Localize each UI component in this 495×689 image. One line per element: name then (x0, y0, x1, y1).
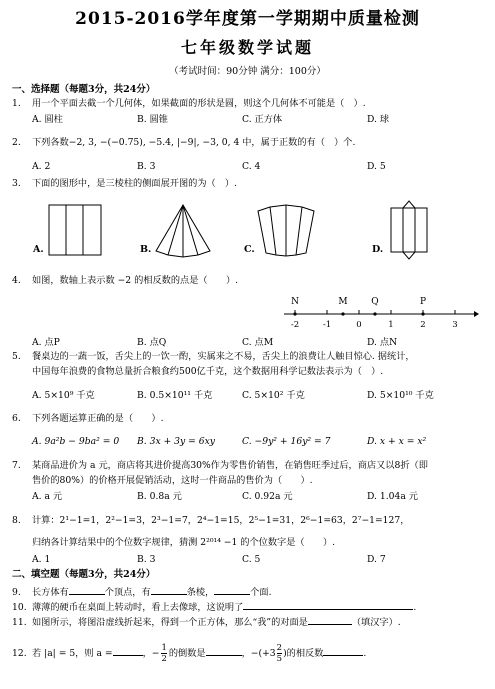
option-b[interactable]: B. 3x + 3y = 6xy (137, 436, 215, 447)
answer-blank[interactable] (206, 646, 242, 656)
option-c[interactable]: C. −9y² + 16y² = 7 (242, 436, 331, 447)
option-b[interactable]: B. 圆锥 (137, 114, 168, 125)
text-part: 条棱， (186, 587, 215, 598)
text-part: （填汉字）. (351, 617, 401, 628)
answer-blank[interactable] (214, 585, 250, 595)
question-number: 7. (12, 460, 21, 471)
point-p-dot (421, 312, 424, 315)
option-b[interactable]: B. 0.8a 元 (137, 491, 182, 502)
question-7-line2: 售价的80%）的价格开展促销活动，这时一件商品的售价为（ ）. (32, 475, 313, 486)
question-12 (12, 643, 487, 664)
question-text: 薄薄的硬币在桌面上转动时，看上去像球，这说明了 (32, 602, 244, 613)
question-9 (12, 585, 487, 599)
question-7 (12, 460, 487, 472)
exam-info: （考试时间：90分钟 满分：100分） (169, 66, 326, 77)
question-number: 1. (12, 98, 21, 109)
question-number: 9. (12, 587, 21, 598)
text-part: 的倒数是 (168, 648, 206, 659)
figure-a-rectangles (46, 203, 106, 259)
section-fill-title: 二、填空题（每题3分，共24分） (12, 569, 156, 580)
option-b[interactable]: B. 0.5×10¹¹ 千克 (137, 390, 213, 401)
question-text-line1: 某商品进价为 a 元，商店将其进价提高30%作为零售价销售，在销售旺季过后，商店又以8折（即 (32, 460, 428, 471)
question-5 (12, 351, 487, 363)
question-11 (12, 615, 487, 629)
answer-blank[interactable] (323, 646, 363, 656)
answer-blank[interactable] (308, 615, 352, 625)
question-number: 6. (12, 413, 21, 424)
point-q-label: Q (371, 297, 379, 307)
question-number: 11. (12, 617, 27, 628)
option-a[interactable]: A. 1 (32, 554, 51, 565)
answer-blank[interactable] (69, 585, 105, 595)
tick-label: 3 (452, 320, 458, 330)
option-a[interactable]: A. 9a²b − 9ba² = 0 (32, 436, 120, 447)
text-part: )的相反数 (283, 648, 324, 659)
option-a[interactable]: A. 5×10⁹ 千克 (32, 390, 95, 401)
question-text: 用一个平面去截一个几何体，如果截面的形状是圆，则这个几何体不可能是（ ）. (32, 98, 366, 109)
text-part: 若 |a| = 5，则 a = (32, 648, 113, 659)
text-part: ，− (142, 648, 160, 659)
option-d[interactable]: D. 球 (367, 114, 390, 125)
question-text-line1: 计算：2¹−1=1，2²−1=3，2³−1=7，2⁴−1=15，2⁵−1=31，2⁶−1=63，2⁷−1=127， (32, 515, 410, 526)
option-c[interactable]: C. 5 (242, 554, 261, 565)
figure-d-prism-net (383, 200, 435, 260)
question-2 (12, 137, 487, 149)
exam-title: 2015-2016学年度第一学期期中质量检测 (75, 9, 420, 29)
option-b[interactable]: B. 3 (137, 554, 156, 565)
option-c[interactable]: C. 点M (242, 337, 274, 348)
point-n-label: N (291, 297, 299, 307)
question-text: 如图，数轴上表示数 −2 的相反数的点是（ ）. (32, 275, 239, 286)
text-part: ，−(+3 (241, 648, 276, 659)
point-m-dot (341, 312, 344, 315)
question-number: 5. (12, 351, 21, 362)
tick-label: -1 (322, 320, 332, 330)
exam-subtitle: 七年级数学试题 (180, 38, 314, 57)
figure-b-fan (150, 203, 216, 259)
number-line (280, 292, 480, 334)
option-b[interactable]: B. 点Q (137, 337, 167, 348)
question-number: 10. (12, 602, 27, 613)
option-c[interactable]: C. 5×10² 千克 (242, 390, 305, 401)
question-4 (12, 275, 487, 287)
option-d[interactable]: D. 点N (367, 337, 398, 348)
text-part: . (363, 648, 367, 659)
question-text: 下面的图形中，是三棱柱的侧面展开图的为（ ）. (32, 178, 238, 189)
option-c[interactable]: C. (244, 244, 255, 255)
question-number: 4. (12, 275, 21, 286)
fraction-half: $\frac{1}{2}$ (161, 643, 167, 664)
text-part: 个顶点，有 (104, 587, 151, 598)
question-text: 下列各题运算正确的是（ ）. (32, 413, 164, 424)
point-p-label: P (419, 297, 427, 307)
answer-blank[interactable] (151, 585, 187, 595)
option-b[interactable]: B. (140, 244, 152, 255)
question-number: 2. (12, 137, 21, 148)
tick-label: 2 (420, 320, 426, 330)
option-d[interactable]: D. 7 (367, 554, 386, 565)
text-part: 长方体有 (32, 587, 69, 598)
option-c[interactable]: C. 4 (242, 161, 261, 172)
option-a[interactable]: A. a 元 (32, 491, 63, 502)
question-number: 8. (12, 515, 21, 526)
option-b[interactable]: B. 3 (137, 161, 156, 172)
option-a[interactable]: A. 2 (32, 161, 51, 172)
tick-label: 0 (356, 320, 362, 330)
question-number: 12. (12, 648, 27, 659)
question-text: 下列各数−2, 3, −(−0.75), −5.4, |−9|, −3, 0, 4 中，属于正数的有（ ）个. (32, 137, 356, 148)
point-q-dot (373, 312, 376, 315)
option-d[interactable]: D. 1.04a 元 (367, 491, 418, 502)
question-5-line2: 中国每年浪费的食物总量折合粮食约500亿千克，这个数据用科学记数法表示为（ ）. (32, 366, 384, 377)
question-text-line1: 餐桌边的一蔬一饭，舌尖上的一饮一酌，实属来之不易，舌尖上的浪费让人触目惊心. 据统计， (32, 351, 415, 362)
option-d[interactable]: D. x + x = x² (367, 436, 427, 447)
option-d[interactable]: D. (372, 244, 384, 255)
tick-label: 1 (388, 320, 394, 330)
tick-label: -2 (290, 320, 300, 330)
question-1 (12, 98, 487, 110)
question-10 (12, 600, 487, 614)
option-a[interactable]: A. (33, 244, 44, 255)
text-part: . (413, 602, 417, 613)
option-c[interactable]: C. 0.92a 元 (242, 491, 293, 502)
point-m-label: M (338, 297, 348, 307)
point-n-dot (293, 312, 296, 315)
question-number: 3. (12, 178, 21, 189)
question-text: 如图所示，将图沿虚线折起来，得到一个正方体，那么“我”的对面是 (32, 617, 308, 628)
question-8-line2: 归纳各计算结果中的个位数字规律，猜测 2²⁰¹⁴ −1 的个位数字是（ ）. (32, 537, 336, 548)
answer-blank[interactable] (113, 646, 143, 656)
question-3 (12, 178, 487, 190)
question-6 (12, 413, 487, 425)
option-a[interactable]: A. 点P (32, 337, 60, 348)
figure-c-frustum (254, 203, 318, 259)
question-8 (12, 515, 487, 527)
mixed-fraction: $\frac{2}{5}$ (276, 643, 283, 664)
option-d[interactable]: D. 5×10¹⁰ 千克 (367, 390, 434, 401)
option-d[interactable]: D. 5 (367, 161, 386, 172)
text-part: 个面. (250, 587, 272, 598)
option-a[interactable]: A. 圆柱 (32, 114, 63, 125)
section-choice-title: 一、选择题（每题3分，共24分） (12, 84, 156, 95)
answer-blank[interactable] (243, 600, 413, 610)
option-c[interactable]: C. 正方体 (242, 114, 283, 125)
